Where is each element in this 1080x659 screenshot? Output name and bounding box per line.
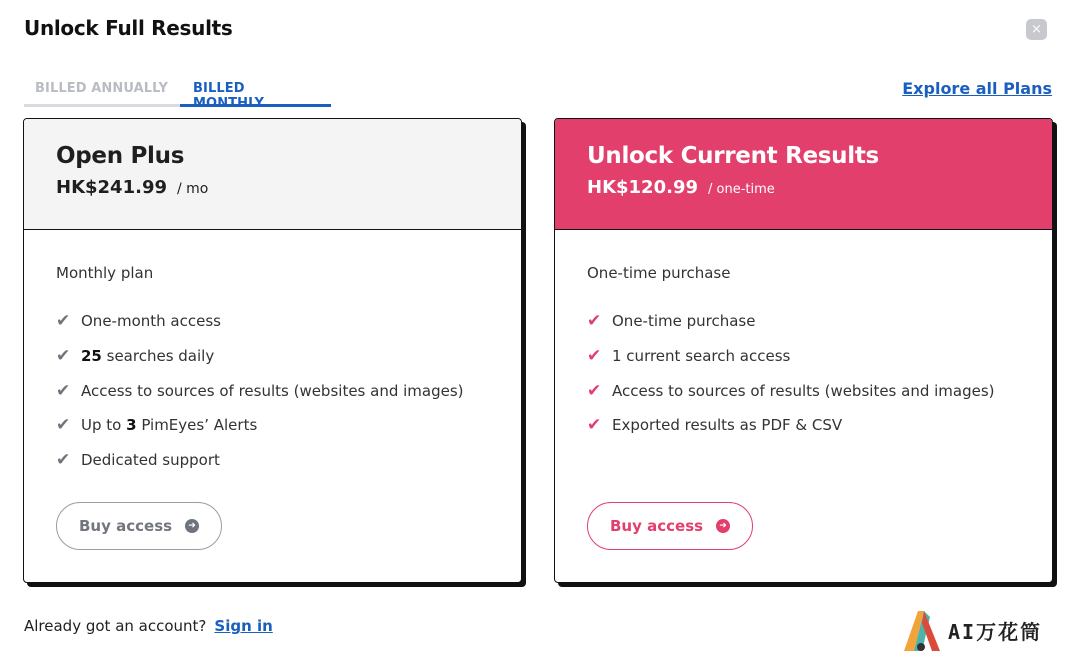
- plan-name: Open Plus: [56, 143, 185, 169]
- feature-text: Access to sources of results (websites and images): [81, 381, 464, 400]
- plan-period: / mo: [177, 181, 209, 197]
- feature-item: [587, 339, 1020, 374]
- plan-card-header: [555, 119, 1052, 230]
- plan-price: HK$120.99: [587, 177, 698, 198]
- explore-plans-link[interactable]: Explore all Plans: [902, 79, 1052, 98]
- check-icon: ✔: [56, 450, 71, 471]
- feature-text: Exported results as PDF & CSV: [612, 416, 843, 435]
- plan-name: Unlock Current Results: [587, 143, 879, 169]
- price-line: [56, 177, 489, 198]
- plan-description: Monthly plan: [56, 264, 154, 282]
- watermark-logo-icon: [900, 607, 942, 653]
- close-icon[interactable]: ×: [1026, 19, 1047, 40]
- feature-item: [56, 408, 489, 443]
- feature-item: [587, 304, 1020, 339]
- feature-list: [587, 304, 1020, 443]
- account-footer: [24, 617, 273, 635]
- dialog-title: Unlock Full Results: [24, 16, 233, 40]
- check-icon: ✔: [587, 380, 602, 401]
- feature-list: [56, 304, 489, 477]
- arrow-right-circle-icon: ➜: [185, 519, 199, 533]
- feature-item: [56, 443, 489, 478]
- check-icon: ✔: [56, 346, 71, 367]
- check-icon: ✔: [56, 380, 71, 401]
- buy-access-label: Buy access: [79, 517, 173, 535]
- feature-text: Up to 3 PimEyes’ Alerts: [81, 416, 258, 435]
- feature-text: Dedicated support: [81, 451, 220, 470]
- check-icon: ✔: [56, 311, 71, 332]
- feature-text: 25 searches daily: [81, 347, 215, 366]
- tab-billed-monthly[interactable]: BILLED MONTHLY: [180, 78, 331, 107]
- check-icon: ✔: [56, 415, 71, 436]
- feature-item: [56, 304, 489, 339]
- check-icon: ✔: [587, 311, 602, 332]
- plan-price: HK$241.99: [56, 177, 167, 198]
- buy-access-button[interactable]: [587, 502, 753, 550]
- plan-card-body: [24, 230, 521, 582]
- price-line: [587, 177, 1020, 198]
- watermark-text: AI万花筒: [948, 619, 1043, 644]
- plan-description: One-time purchase: [587, 264, 731, 282]
- feature-text: 1 current search access: [612, 347, 791, 366]
- plan-card-header: [24, 119, 521, 230]
- tab-billed-annually[interactable]: BILLED ANNUALLY: [24, 78, 180, 107]
- watermark-logo: [900, 606, 1060, 654]
- feature-item: [587, 408, 1020, 443]
- plan-card-unlock-current-results: [554, 118, 1053, 583]
- check-icon: ✔: [587, 346, 602, 367]
- sign-in-link[interactable]: Sign in: [214, 617, 273, 635]
- feature-text: One-month access: [81, 312, 221, 331]
- buy-access-button[interactable]: [56, 502, 222, 550]
- billing-tabs: [24, 78, 331, 111]
- buy-access-label: Buy access: [610, 517, 704, 535]
- feature-item: [587, 373, 1020, 408]
- feature-item: [56, 339, 489, 374]
- feature-text: One-time purchase: [612, 312, 756, 331]
- check-icon: ✔: [587, 415, 602, 436]
- feature-text: Access to sources of results (websites and images): [612, 381, 995, 400]
- plan-period: / one-time: [708, 182, 775, 197]
- arrow-right-circle-icon: ➜: [716, 519, 730, 533]
- footer-text: Already got an account?: [24, 617, 207, 635]
- plan-card-body: [555, 230, 1052, 582]
- plan-card-open-plus: [23, 118, 522, 583]
- feature-item: [56, 373, 489, 408]
